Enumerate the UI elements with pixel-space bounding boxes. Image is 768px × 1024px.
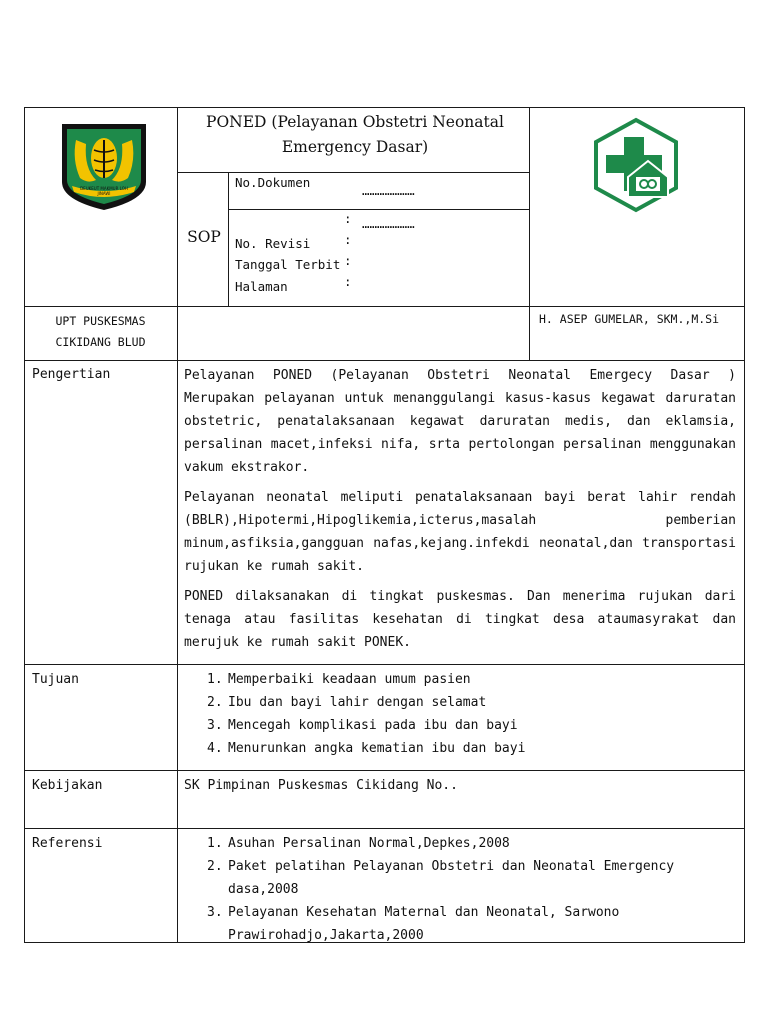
revision-value: …………………	[362, 216, 415, 231]
pengertian-text	[184, 364, 736, 654]
regency-shield-logo	[58, 120, 150, 214]
org-line-1: UPT PUSKESMAS	[55, 314, 146, 328]
list-item: 2. Paket pelatihan Pelayanan Obstetri dan Neonatal Emergency dasa,2008	[207, 859, 675, 897]
paragraph: Pelayanan PONED (Pelayanan Obstetri Neonatal Emergecy Dasar ) Merupakan pelayanan untuk menanggulangi kasus-kasus kegawat daruratan obstetric, penatalaksanaan kegawat daruratan medis, dan eklamsia, persalinan macet,infeksi nifa, srta pertolongan persalinan menggunakan vakum ekstrakor.	[184, 368, 736, 475]
puskesmas-logo	[588, 117, 684, 213]
page-label: Halaman	[235, 279, 288, 294]
list-item: 1. Memperbaiki keadaan umum pasien	[207, 672, 471, 687]
doc-number-value: …………………	[362, 183, 415, 198]
sop-label: SOP	[187, 228, 221, 246]
paragraph: Pelayanan neonatal meliputi penatalaksanaan bayi berat lahir rendah (BBLR),Hipotermi,Hipoglikemia,icterus,masalah pemberian minum,asfiksia,gangguan nafas,kejang.infekdi neonatal,dan transportasi rujukan ke rumah sakit.	[184, 490, 736, 574]
paragraph: PONED dilaksanakan di tingkat puskesmas. Dan menerima rujukan dari tenaga atau fasilitas kesehatan di tingkat desa ataumasyrakat dan merujuk ke rumah sakit PONEK.	[184, 589, 736, 650]
section-label-referensi: Referensi	[32, 836, 103, 851]
revision-label: No. Revisi	[235, 236, 311, 251]
issue-date-label: Tanggal Terbit	[235, 257, 341, 272]
list-item: 3. Mencegah komplikasi pada ibu dan bayi	[207, 718, 518, 733]
doc-number-label: No.Dokumen	[235, 175, 311, 190]
organization-name	[24, 311, 177, 353]
section-label-kebijakan: Kebijakan	[32, 778, 103, 793]
list-item: 3. Pelayanan Kesehatan Maternal dan Neonatal, Sarwono Prawirohadjo,Jakarta,2000	[207, 905, 620, 943]
colon: :	[344, 232, 352, 247]
list-item: 4. Menurunkan angka kematian ibu dan bayi	[207, 741, 526, 756]
list-item: 1. Asuhan Persalinan Normal,Depkes,2008	[207, 836, 510, 851]
tujuan-list	[184, 668, 736, 760]
shield-motto: DEUKEUT MAKMUR LOH JINAWI	[80, 186, 128, 196]
section-label-pengertian: Pengertian	[32, 367, 111, 382]
signatory-name: H. ASEP GUMELAR, SKM.,M.Si	[539, 312, 720, 326]
section-label-tujuan: Tujuan	[32, 672, 79, 687]
colon: :	[344, 274, 352, 289]
shield-icon	[58, 120, 150, 214]
kebijakan-text: SK Pimpinan Puskesmas Cikidang No..	[184, 778, 458, 793]
health-cross-house-icon	[588, 117, 684, 213]
list-item: 2. Ibu dan bayi lahir dengan selamat	[207, 695, 487, 710]
referensi-list	[184, 832, 684, 947]
colon: :	[344, 211, 352, 226]
org-line-2: CIKIDANG BLUD	[55, 335, 146, 349]
document-title: PONED (Pelayanan Obstetri Neonatal Emergency Dasar)	[206, 113, 504, 156]
colon: :	[344, 253, 352, 268]
